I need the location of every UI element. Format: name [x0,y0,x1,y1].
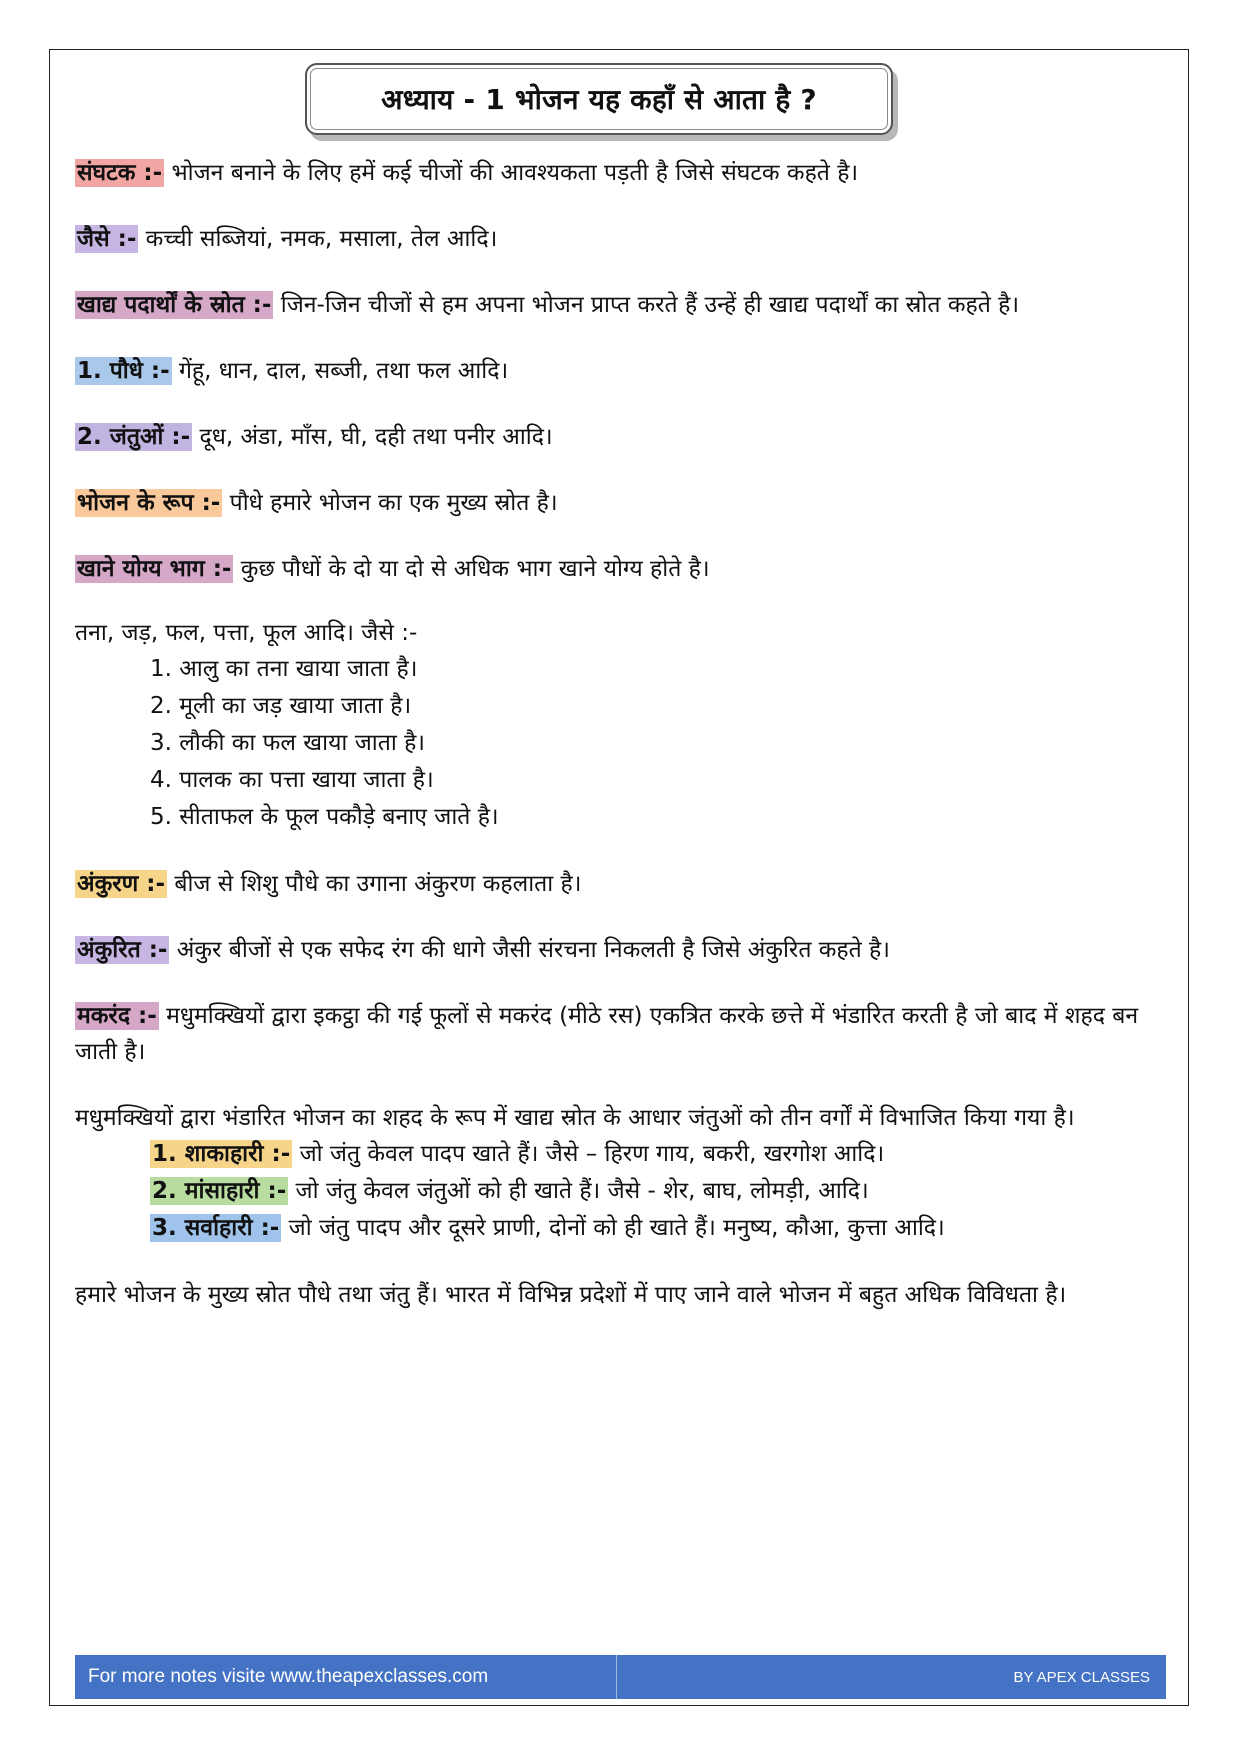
definition-text: गेंहू, धान, दाल, सब्जी, तथा फल आदि। [171,358,509,384]
definition-text: दूध, अंडा, माँस, घी, दही तथा पनीर आदि। [192,424,553,450]
term-label: 2. मांसाहारी :- [152,1178,287,1204]
term-label: अंकुरण :- [77,871,166,897]
term-label: जैसे :- [77,226,137,252]
definition-text: कच्ची सब्जियां, नमक, मसाला, तेल आदि। [138,226,498,252]
term-label: 1. पौधे :- [77,358,170,384]
paragraph-edible-parts [75,551,1170,587]
paragraph-nectar [75,998,1170,1070]
term-label: खाने योग्य भाग :- [77,556,232,582]
list-item: 5. सीताफल के फूल पकौड़े बनाए जाते है। [150,804,499,830]
definition-text: जो जंतु पादप और दूसरे प्राणी, दोनों को ही खाते हैं। मनुष्य, कौआ, कुत्ता आदि। [281,1215,945,1241]
term-label: संघटक :- [77,160,163,186]
list-item: 4. पालक का पत्ता खाया जाता है। [150,767,434,793]
paragraph-sprouted [75,932,1170,968]
definition-text: भोजन बनाने के लिए हमें कई चीजों की आवश्यकता पड़ती है जिसे संघटक कहते है। [164,160,859,186]
term-label: 1. शाकाहारी :- [152,1141,291,1167]
animal-classes-list [75,1136,1170,1247]
term-label: 2. जंतुओं :- [77,424,191,450]
footer-brand-text: BY APEX CLASSES [1013,1668,1150,1686]
chapter-title: अध्याय - 1 भोजन यह कहाँ से आता है ? [381,83,817,116]
term-label: मकरंद :- [77,1003,157,1029]
definition-text: जिन-जिन चीजों से हम अपना भोजन प्राप्त करते हैं उन्हें ही खाद्य पदार्थों का स्रोत कहते है। [273,292,1020,318]
paragraph-sanghatak [75,155,1170,191]
term-label: अंकुरित :- [77,937,168,963]
paragraph-food-forms [75,485,1170,521]
definition-text: अंकुर बीजों से एक सफेद रंग की धागे जैसी संरचना निकलती है जिसे अंकुरित कहते है। [169,937,890,963]
edible-parts-list [75,651,1170,836]
definition-text: पौधे हमारे भोजन का एक मुख्य स्रोत है। [222,490,558,516]
paragraph-jaise [75,221,1170,257]
definition-text: कुछ पौधों के दो या दो से अधिक भाग खाने योग्य होते है। [233,556,710,582]
list-item: 3. लौकी का फल खाया जाता है। [150,730,426,756]
parts-intro: तना, जड़, फल, पत्ता, फूल आदि। जैसे :- [75,620,418,646]
definition-text: जो जंतु केवल जंतुओं को ही खाते हैं। जैसे - शेर, बाघ, लोमड़ी, आदि। [288,1178,869,1204]
footer-website-text: For more notes visite www.theapexclasses.com [75,1655,617,1699]
chapter-title-box [305,63,893,135]
paragraph-animals [75,419,1170,455]
classification-intro: मधुमक्खियों द्वारा भंडारित भोजन का शहद के रूप में खाद्य स्रोत के आधार जंतुओं को तीन वर्गों में विभाजित किया गया है। [75,1105,1075,1131]
list-item [75,1173,1170,1210]
paragraph-plants [75,353,1170,389]
definition-text: मधुमक्खियों द्वारा इकट्ठा की गई फूलों से मकरंद (मीठे रस) एकत्रित करके छत्ते में भंडारित करती है जो बाद में शहद बन जाती है। [75,1003,1139,1065]
term-label: भोजन के रूप :- [77,490,221,516]
paragraph-summary: हमारे भोजन के मुख्य स्रोत पौधे तथा जंतु हैं। भारत में विभिन्न प्रदेशों में पाए जाने वाले भोजन में बहुत अधिक विविधता है। [75,1282,1067,1308]
list-item: 1. आलु का तना खाया जाता है। [150,656,418,682]
list-item: 2. मूली का जड़ खाया जाता है। [150,693,412,719]
list-item [75,1136,1170,1173]
paragraph-food-sources [75,287,1170,323]
list-item [75,1210,1170,1247]
term-label: 3. सर्वाहारी :- [152,1215,280,1241]
definition-text: जो जंतु केवल पादप खाते हैं। जैसे – हिरण गाय, बकरी, खरगोश आदि। [292,1141,885,1167]
paragraph-germination [75,866,1170,902]
term-label: खाद्य पदार्थों के स्रोत :- [77,292,272,318]
page-footer [75,1655,1166,1699]
definition-text: बीज से शिशु पौधे का उगाना अंकुरण कहलाता है। [167,871,582,897]
document-body [75,155,1170,1343]
